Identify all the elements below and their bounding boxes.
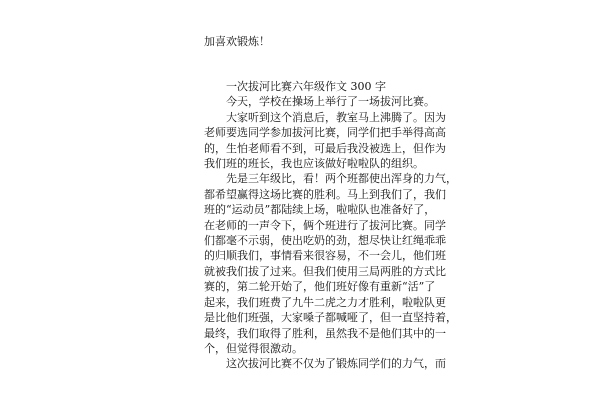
text-line: 老师要选同学参加拔河比赛，同学们把手举得高高 [204,126,446,140]
essay-paragraph [204,356,446,371]
text-line: 班的“运动员”都陆续上场，啦啦队也准备好了， [204,203,436,217]
text-line: 最终，我们取得了胜利，虽然我不是他们其中的一 [204,326,446,340]
essay-paragraph [204,94,435,109]
essay-paragraph [204,171,457,356]
text-line: 个，但觉得很激动。 [204,341,303,355]
text-line: 今天，学校在操场上举行了一场拔河比赛。 [226,95,435,109]
text-line: 赛的，第二轮开始了，他们班好像有重新“活”了 [204,280,436,294]
essay-body [204,79,457,372]
essay-title: 一次拔河比赛六年级作文 300 字 [226,80,386,93]
essay-paragraph [204,110,446,172]
text-line: 们都毫不示弱，使出吃奶的劲，想尽快让红绳乖乖 [204,234,446,248]
text-line: 我们班的班长，我也应该做好啦啦队的组织。 [204,157,424,171]
text-line: 的归顺我们，事情看来很容易，不一会儿，他们班 [204,249,446,263]
text-line: 起来，我们班费了九牛二虎之力才胜利，啦啦队更 [204,295,446,309]
text-line: 都希望赢得这场比赛的胜利。马上到我们了，我们 [204,187,446,201]
text-line: 在老师的一声令下，俩个班进行了拔河比赛。同学 [204,218,446,232]
text-line: 大家听到这个消息后，教室马上沸腾了。因为 [226,110,446,124]
previous-page-text: 加喜欢锻炼！ [204,35,270,48]
text-line: 先是三年级比，看！两个班都使出浑身的力气， [226,172,457,186]
text-line: 就被我们拔了过来。但我们使用三局两胜的方式比 [204,264,446,278]
text-line: 的，生怕老师看不到，可最后我没被选上，但作为 [204,141,446,155]
text-line: 是比他们班强，大家嗓子都喊哑了，但一直坚持着， [204,311,457,325]
text-line: 这次拔河比赛不仅为了锻炼同学们的力气，而 [226,357,446,371]
